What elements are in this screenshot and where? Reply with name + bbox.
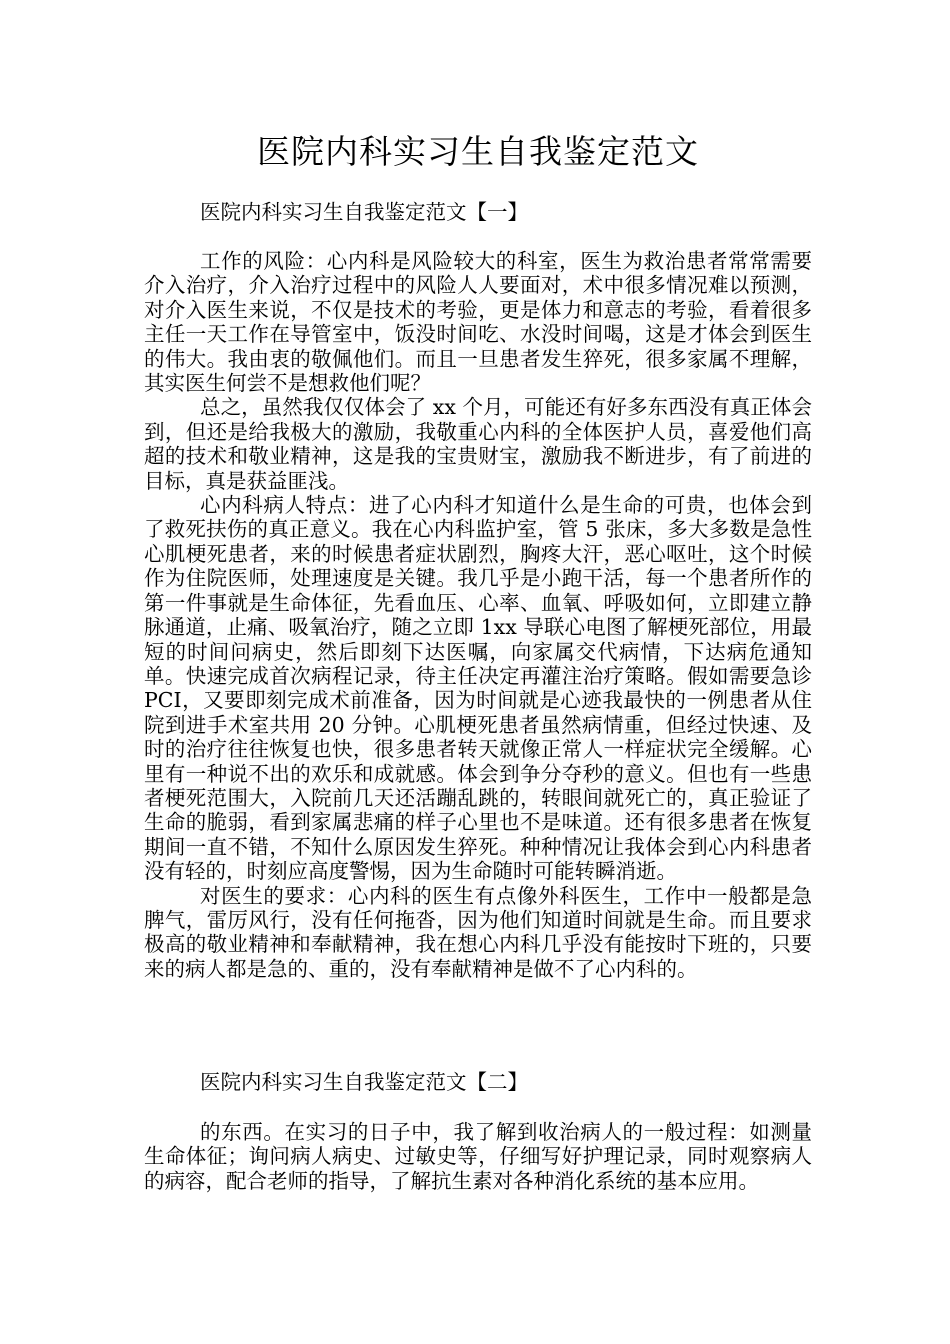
paragraph: 工作的风险：心内科是风险较大的科室，医生为救治患者常常需要介入治疗，介入治疗过程中的风险人人要面对，术中很多情况难以预测，对介入医生来说，不仅是技术的考验，更是体力和意志的考验，看着很多主任一天工作在导管室中，饭没时间吃、水没时间喝，这是才体会到医生的伟大。我由衷的敬佩他们。而且一旦患者发生猝死，很多家属不理解，其实医生何尝不是想救他们呢？ (144, 249, 812, 396)
section-heading-1: 医院内科实习生自我鉴定范文【一】 (200, 200, 528, 224)
section-2-body (144, 1120, 812, 1193)
section-heading-2: 医院内科实习生自我鉴定范文【二】 (200, 1070, 528, 1094)
section-1-body (144, 249, 812, 981)
paragraph: 对医生的要求：心内科的医生有点像外科医生，工作中一般都是急脾气，雷厉风行，没有任何拖沓，因为他们知道时间就是生命。而且要求极高的敬业精神和奉献精神，我在想心内科几乎没有能按时下班的，只要来的病人都是急的、重的，没有奉献精神是做不了心内科的。 (144, 883, 812, 981)
paragraph: 心内科病人特点：进了心内科才知道什么是生命的可贵，也体会到了救死扶伤的真正意义。我在心内科监护室，管 5 张床，多大多数是急性心肌梗死患者，来的时候患者症状剧烈，胸疼大汗，恶心呕吐，这个时候作为住院医师，处理速度是关键。我几乎是小跑干活，每一个患者所作的第一件事就是生命体征，先看血压、心率、血氧、呼吸如何，立即建立静脉通道，止痛、吸氧治疗，随之立即 1xx 导联心电图了解梗死部位，用最短的时间问病史，然后即刻下达医嘱，向家属交代病情，下达病危通知单。快速完成首次病程记录，待主任决定再灌注治疗策略。假如需要急诊 PCI，又要即刻完成术前准备，因为时间就是心迹我最快的一例患者从住院到进手术室共用 20 分钟。心肌梗死患者虽然病情重，但经过快速、及时的治疗往往恢复也快，很多患者转天就像正常人一样症状完全缓解。心里有一种说不出的欢乐和成就感。体会到争分夺秒的意义。但也有一些患者梗死范围大，入院前几天还活蹦乱跳的，转眼间就死亡的，真正验证了生命的脆弱，看到家属悲痛的样子心里也不是味道。还有很多患者在恢复期间一直不错，不知什么原因发生猝死。种种情况让我体会到心内科患者没有轻的，时刻应高度警惕，因为生命随时可能转瞬消逝。 (144, 493, 812, 884)
paragraph: 总之，虽然我仅仅体会了 xx 个月，可能还有好多东西没有真正体会到，但还是给我极大的激励，我敬重心内科的全体医护人员，喜爱他们高超的技术和敬业精神，这是我的宝贵财宝，激励我不断进步，有了前进的目标，真是获益匪浅。 (144, 395, 812, 493)
document-title: 医院内科实习生自我鉴定范文 (257, 132, 699, 171)
paragraph: 的东西。在实习的日子中，我了解到收治病人的一般过程：如测量生命体征；询问病人病史、过敏史等，仔细写好护理记录，同时观察病人的病容，配合老师的指导，了解抗生素对各种消化系统的基本应用。 (144, 1120, 812, 1193)
